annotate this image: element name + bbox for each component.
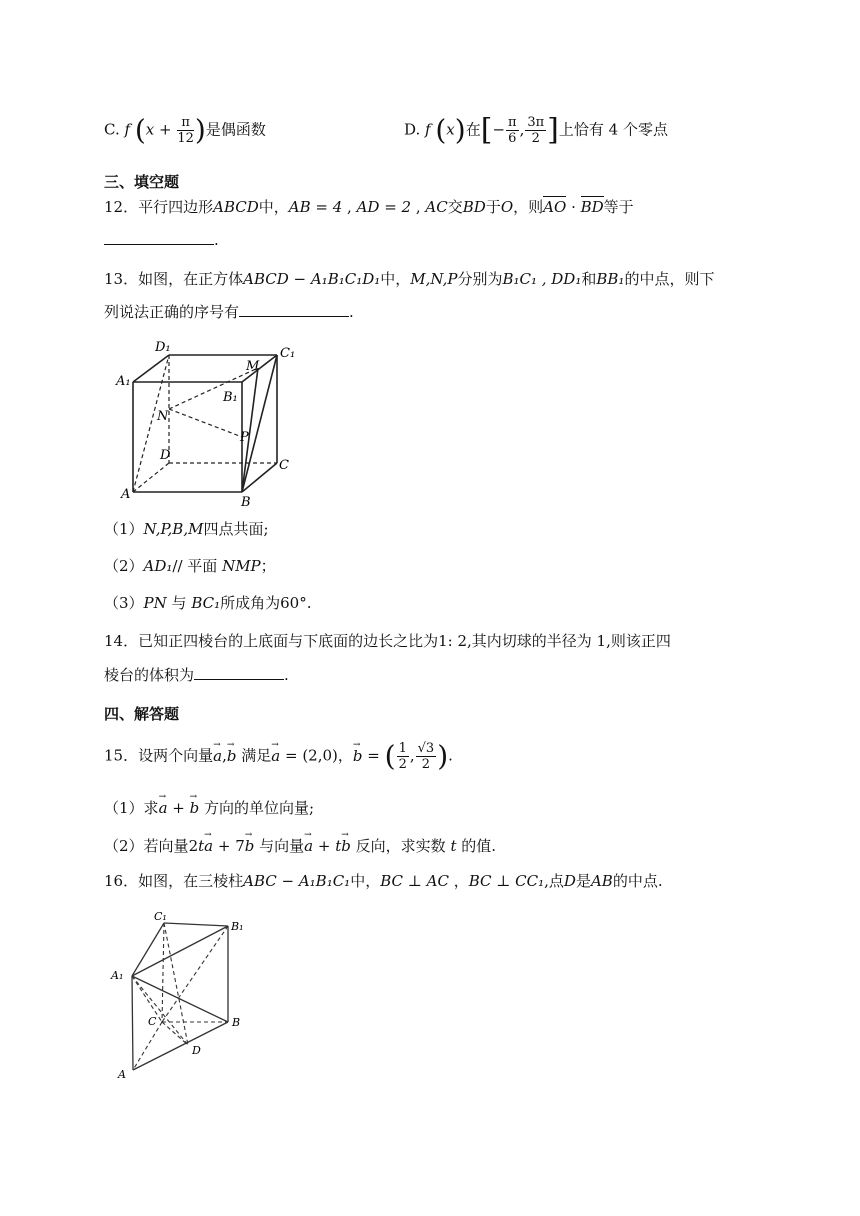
label-p: P — [240, 430, 249, 445]
option-d: D. f (x)在[− $\frac{\pi}{6}$ , $\frac{3\pi}{2}$ ]上恰有 4 个零点 — [404, 112, 668, 148]
label-c: C — [148, 1015, 157, 1028]
q15-a-value: = (2,0) — [284, 746, 338, 765]
label-a: A — [121, 487, 131, 502]
q16-math: BC ⊥ AC — [380, 872, 449, 890]
prism-figure — [108, 908, 258, 1083]
q13-item-text: // 平面 — [172, 557, 223, 575]
q13-item-math: NMP — [222, 557, 261, 575]
q15-item-number: （2） — [104, 837, 144, 855]
q13-math: BB₁ — [596, 270, 625, 288]
q15-text: 设两个向量 — [138, 746, 214, 765]
label-c: C — [279, 458, 289, 473]
q12-text: 交 — [447, 198, 463, 216]
q12-answer-blank: . — [104, 228, 219, 251]
q16-text: 中， — [350, 872, 381, 890]
section-4-heading: 四、解答题 — [104, 705, 180, 723]
label-b1: B₁ — [223, 390, 238, 405]
label-c1: C₁ — [280, 346, 296, 361]
q12-math: O — [500, 198, 514, 216]
q13-item-1 — [104, 518, 269, 540]
cube-figure — [115, 335, 305, 510]
q15-item-text: 若向量 — [143, 837, 189, 855]
label-a: A — [118, 1068, 126, 1081]
q15-item-text: 方向的单位向量; — [204, 799, 315, 817]
q13-text: 列说法正确的序号有 — [104, 303, 240, 321]
q13-text: 的中点，则下 — [624, 270, 715, 288]
q13-item-math: BC₁ — [191, 594, 221, 612]
label-d: D — [160, 448, 171, 463]
q13-number: 13． — [104, 270, 139, 288]
label-c1: C₁ — [154, 910, 167, 923]
q16-text: 是 — [575, 872, 591, 890]
option-c-label: C. — [104, 120, 120, 139]
q12-text: 等于 — [603, 198, 634, 216]
q13-item-number: （1） — [104, 520, 144, 538]
q13-item-math: N,P,B,M — [143, 520, 204, 538]
q13-item-text: ； — [260, 557, 276, 575]
q14-answer-blank — [194, 663, 284, 680]
label-n: N — [157, 409, 169, 424]
q13-text: 和 — [581, 270, 597, 288]
q15-item-text: 求 — [143, 799, 159, 817]
q16-math: AB — [590, 872, 613, 890]
question-12: 12．平行四边形ABCD中，AB = 4 , AD = 2 , AC交BD于O，则AO · BD等于 — [104, 198, 634, 216]
q16-math: ABC − A₁B₁C₁ — [243, 872, 351, 890]
q16-text: 如图，在三棱柱 — [138, 872, 244, 890]
label-d1: D₁ — [155, 340, 171, 355]
q16-number: 16． — [104, 872, 139, 890]
question-13-line2: 列说法正确的序号有 . — [104, 300, 354, 323]
vector-bd: BD — [580, 198, 604, 216]
q13-item-number: （3） — [104, 594, 144, 612]
label-m: M — [246, 359, 260, 374]
q15-text: ， — [337, 746, 353, 765]
option-d-text: 上恰有 4 个零点 — [558, 120, 668, 139]
question-13-line1 — [104, 268, 714, 290]
q12-text: ，则 — [513, 198, 544, 216]
question-16: 16．如图，在三棱柱ABC − A₁B₁C₁中，BC ⊥ AC ，BC ⊥ CC₁,点D是AB的中点. — [104, 872, 663, 890]
label-a1: A₁ — [111, 969, 124, 982]
question-14-line1: 14．已知正四棱台的上底面与下底面的边长之比为1: 2,其内切球的半径为 1,则该正四 — [104, 632, 671, 650]
q12-number: 12． — [104, 198, 139, 216]
q12-text: 平行四边形 — [138, 198, 214, 216]
label-b: B — [241, 495, 251, 510]
q12-math: AD = 2 — [356, 198, 412, 216]
q13-math: B₁C₁ , DD₁ — [502, 270, 582, 288]
q13-math: ABCD − A₁B₁C₁D₁ — [243, 270, 381, 288]
question-14-line2: 棱台的体积为 . — [104, 663, 289, 686]
q12-math: AC — [425, 198, 448, 216]
q13-item-math: AD₁ — [143, 557, 173, 575]
option-c: C. f (x + $\frac{\pi}{12}$ )是偶函数 — [104, 113, 266, 147]
q13-math: M,N,P — [410, 270, 458, 288]
q13-text: 分别为 — [457, 270, 503, 288]
q15-item-text: 与向量 — [259, 837, 305, 855]
q13-item-math: PN — [143, 594, 167, 612]
q13-item-text: 所成角为60°. — [220, 594, 312, 612]
q15-item-math: t — [450, 837, 457, 855]
label-a1: A₁ — [116, 374, 131, 389]
q16-math: BC ⊥ CC₁ — [468, 872, 545, 890]
q13-text: 中， — [380, 270, 411, 288]
q12-text: 于 — [485, 198, 501, 216]
q16-text: ,点 — [544, 872, 564, 890]
q14-text: 棱台的体积为 — [104, 666, 195, 684]
label-b1: B₁ — [231, 920, 244, 933]
q13-item-3 — [104, 592, 311, 614]
q12-math: ABCD — [213, 198, 259, 216]
question-15: 15．设两个向量→ a,→ b 满足→ a = (2,0)，→ b = ( $\frac{1}{2}$ , $\frac{√3}{2}$ ). — [104, 741, 453, 772]
q16-math: D — [563, 872, 576, 890]
q15-item-text: 的值. — [461, 837, 497, 855]
q15-item-text: 反向，求实数 — [355, 837, 446, 855]
option-c-text: 是偶函数 — [205, 120, 266, 139]
q13-item-text: 与 — [171, 594, 192, 612]
q12-text: 中， — [258, 198, 289, 216]
q15-number: 15． — [104, 746, 139, 765]
q13-text: 如图，在正方体 — [138, 270, 244, 288]
q16-text: 的中点. — [612, 872, 663, 890]
q13-item-2 — [104, 555, 276, 577]
fraction-pi-12: $\frac{\pi}{12}$ — [177, 115, 194, 146]
q12-math: AB = 4 — [288, 198, 343, 216]
q13-item-number: （2） — [104, 557, 144, 575]
q13-item-text: 四点共面; — [203, 520, 269, 538]
label-d: D — [192, 1044, 201, 1057]
section-3-heading: 三、填空题 — [104, 173, 180, 191]
q15-item-1: （1）求→ a + → b 方向的单位向量; — [104, 797, 314, 819]
q12-math: BD — [462, 198, 486, 216]
vector-ao: AO — [543, 198, 567, 216]
option-d-mid: 在 — [465, 120, 481, 139]
label-b: B — [232, 1016, 241, 1029]
q15-item-2: （2）若向量2t→ a + 7→ b 与向量→ a + t→ b 反向，求实数 t 的值. — [104, 835, 496, 857]
q15-text: 满足 — [241, 746, 272, 765]
q15-item-number: （1） — [104, 799, 144, 817]
q13-answer-blank — [239, 300, 349, 317]
option-d-label: D. — [404, 120, 421, 139]
